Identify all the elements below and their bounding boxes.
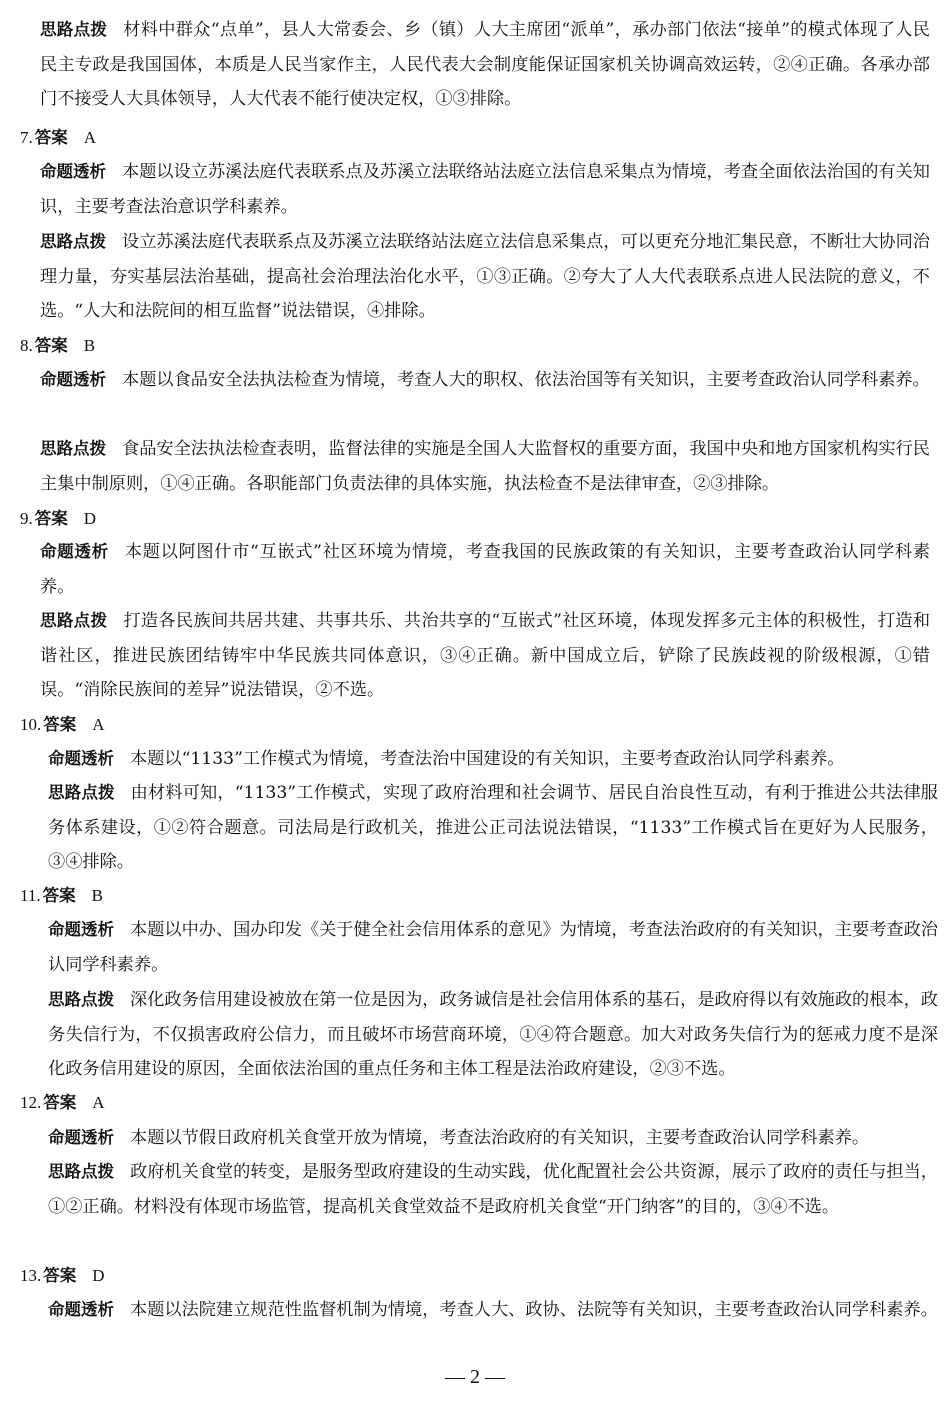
hint-label: 思路点拨 bbox=[48, 990, 115, 1009]
analysis-paragraph-11 bbox=[48, 913, 938, 982]
hint-text: 政府机关食堂的转变，是服务型政府建设的生动实践，优化配置社会公共资源，展示了政府的责任与担当，①②正确。材料没有体现市场监管，提高机关食堂效益不是政府机关食堂“开门纳客”的目的，③④不选。 bbox=[48, 1162, 938, 1217]
answer-line-8 bbox=[20, 334, 95, 358]
question-number: 7. bbox=[20, 128, 33, 147]
answer-value: D bbox=[92, 1266, 105, 1285]
answer-label: 答案 bbox=[34, 336, 68, 355]
answer-line-9 bbox=[20, 507, 96, 531]
answer-label: 答案 bbox=[43, 1266, 77, 1285]
hint-paragraph-7 bbox=[40, 225, 930, 329]
hint-label: 思路点拨 bbox=[40, 439, 107, 458]
question-number: 13. bbox=[20, 1266, 42, 1285]
question-number: 9. bbox=[20, 509, 33, 528]
hint-label: 思路点拨 bbox=[40, 611, 108, 630]
hint-text: 设立苏溪法庭代表联系点及苏溪立法联络站法庭立法信息采集点，可以更充分地汇集民意，不断壮大协同治理力量，夯实基层法治基础，提高社会治理法治化水平，①③正确。②夸大了人大代表联系点进人民法院的意义，不选。“人大和法院间的相互监督”说法错误，④排除。 bbox=[40, 232, 930, 322]
analysis-label: 命题透析 bbox=[48, 749, 114, 768]
analysis-paragraph-12 bbox=[48, 1121, 938, 1156]
page-number: — 2 — bbox=[445, 1366, 505, 1388]
answer-label: 答案 bbox=[43, 715, 77, 734]
answer-value: A bbox=[83, 128, 97, 147]
analysis-paragraph-10 bbox=[48, 742, 938, 777]
hint-label: 思路点拨 bbox=[48, 1162, 115, 1181]
analysis-text: 本题以“1133”工作模式为情境，考查法治中国建设的有关知识，主要考查政治认同学科素养。 bbox=[130, 749, 845, 769]
answer-line-10 bbox=[20, 713, 105, 737]
question-number: 10. bbox=[20, 715, 42, 734]
analysis-label: 命题透析 bbox=[40, 162, 107, 181]
analysis-text: 本题以节假日政府机关食堂开放为情境，考查法治政府的有关知识，主要考查政治认同学科素养。 bbox=[130, 1128, 870, 1148]
hint-label: 思路点拨 bbox=[40, 232, 107, 251]
answer-label: 答案 bbox=[42, 886, 76, 905]
analysis-text: 本题以食品安全法执法检查为情境，考查人大的职权、依法治国等有关知识，主要考查政治认同学科素养。 bbox=[122, 370, 930, 390]
answer-value: B bbox=[83, 336, 96, 355]
analysis-text: 本题以阿图什市“互嵌式”社区环境为情境，考查我国的民族政策的有关知识，主要考查政治认同学科素养。 bbox=[40, 542, 931, 597]
analysis-label: 命题透析 bbox=[40, 542, 109, 561]
hint-text: 材料中群众“点单”，县人大常委会、乡（镇）人大主席团“派单”，承办部门依法“接单”的模式体现了人民民主专政是我国国体，本质是人民当家作主，人民代表大会制度能保证国家机关协调高效运转，②④正确。各承办部门不接受人大具体领导，人大代表不能行使决定权，①③排除。 bbox=[40, 20, 930, 110]
analysis-paragraph-9 bbox=[40, 535, 930, 604]
answer-label: 答案 bbox=[34, 509, 68, 528]
answer-line-7 bbox=[20, 126, 96, 150]
hint-paragraph-12 bbox=[48, 1155, 938, 1224]
analysis-text: 本题以设立苏溪法庭代表联系点及苏溪立法联络站法庭立法信息采集点为情境，考查全面依法治国的有关知识，主要考查法治意识学科素养。 bbox=[40, 162, 930, 217]
intro-hint-paragraph bbox=[40, 13, 930, 117]
hint-paragraph-9 bbox=[40, 604, 930, 708]
analysis-label: 命题透析 bbox=[48, 1300, 114, 1319]
analysis-label: 命题透析 bbox=[40, 370, 106, 389]
hint-paragraph-11 bbox=[48, 983, 938, 1087]
answer-value: A bbox=[92, 1093, 105, 1112]
answer-line-12 bbox=[20, 1091, 105, 1115]
answer-value: B bbox=[91, 886, 103, 905]
answer-line-13 bbox=[20, 1264, 105, 1288]
answer-line-11 bbox=[20, 884, 103, 908]
hint-text: 打造各民族间共居共建、共事共乐、共治共享的“互嵌式”社区环境，体现发挥多元主体的积极性，打造和谐社区，推进民族团结铸牢中华民族共同体意识，③④正确。新中国成立后，铲除了民族歧视的阶级根源，①错误。“消除民族间的差异”说法错误，②不选。 bbox=[40, 611, 931, 701]
hint-text: 深化政务信用建设被放在第一位是因为，政务诚信是社会信用体系的基石，是政府得以有效施政的根本，政务失信行为，不仅损害政府公信力，而且破坏市场营商环境，①④符合题意。加大对政务失信行为的惩戒力度不是深化政务信用建设的原因，全面依法治国的重点任务和主体工程是法治政府建设，②③不选。 bbox=[48, 990, 938, 1080]
question-number: 12. bbox=[20, 1093, 42, 1112]
answer-value: A bbox=[92, 715, 105, 734]
hint-text: 由材料可知，“1133”工作模式，实现了政府治理和社会调节、居民自治良性互动，有利于推进公共法律服务体系建设，①②符合题意。司法局是行政机关，推进公正司法说法错误，“1133”工作模式旨在更好为人民服务，③④排除。 bbox=[48, 783, 938, 873]
analysis-paragraph-8 bbox=[40, 363, 930, 398]
answer-label: 答案 bbox=[43, 1093, 77, 1112]
hint-paragraph-8 bbox=[40, 432, 930, 501]
answer-value: D bbox=[83, 509, 97, 528]
answer-label: 答案 bbox=[34, 128, 68, 147]
hint-label: 思路点拨 bbox=[48, 783, 115, 802]
question-number: 8. bbox=[20, 336, 33, 355]
hint-label: 思路点拨 bbox=[40, 20, 108, 39]
hint-text: 食品安全法执法检查表明，监督法律的实施是全国人大监督权的重要方面，我国中央和地方国家机构实行民主集中制原则，①④正确。各职能部门负责法律的具体实施，执法检查不是法律审查，②③排除。 bbox=[40, 439, 930, 494]
analysis-text: 本题以中办、国办印发《关于健全社会信用体系的意见》为情境，考查法治政府的有关知识，主要考查政治认同学科素养。 bbox=[48, 920, 938, 975]
hint-paragraph-10 bbox=[48, 776, 938, 880]
analysis-paragraph-7 bbox=[40, 155, 930, 224]
analysis-label: 命题透析 bbox=[48, 920, 115, 939]
analysis-paragraph-13 bbox=[48, 1293, 938, 1328]
question-number: 11. bbox=[20, 886, 41, 905]
analysis-label: 命题透析 bbox=[48, 1128, 114, 1147]
analysis-text: 本题以法院建立规范性监督机制为情境，考查人大、政协、法院等有关知识，主要考查政治认同学科素养。 bbox=[130, 1300, 938, 1320]
